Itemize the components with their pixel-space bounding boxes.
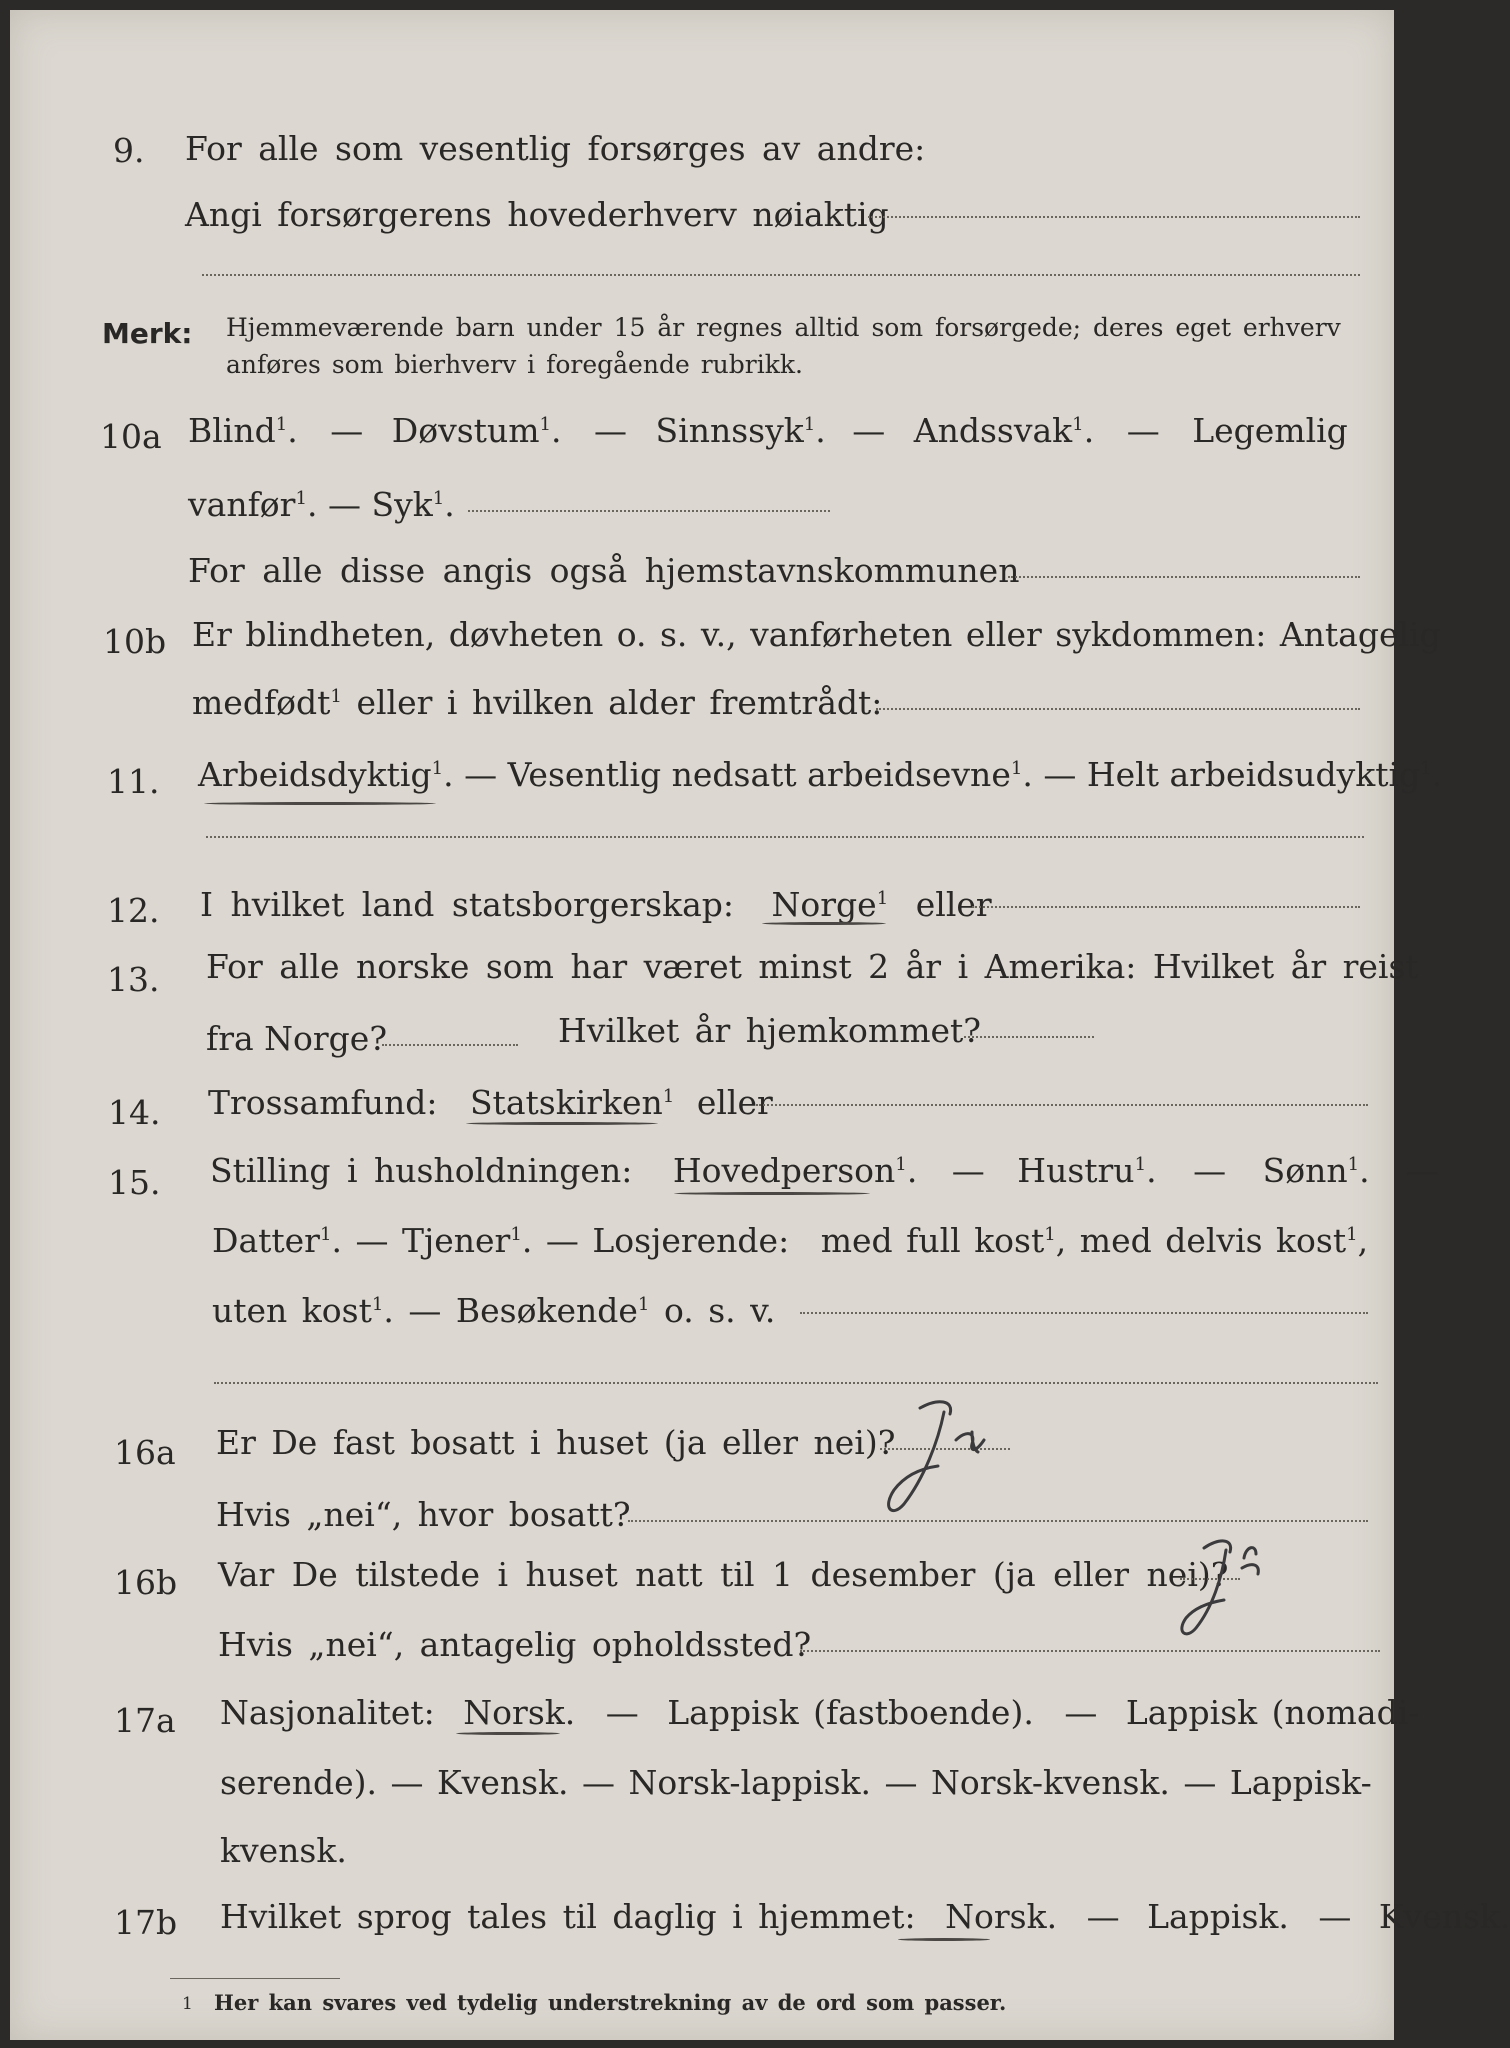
q17a-line1: Nasjonalitet: Norsk. — Lappisk (fastboende). — Lappisk (nomadi- [220,1693,1420,1732]
footnote-rule [170,1978,340,1979]
q9-line2: Angi forsørgerens hovederhverv nøiaktig [185,195,889,234]
q16b-opholdssted-line[interactable] [800,1650,1380,1652]
q11-underline-mark [204,802,436,805]
opt-medfodt[interactable]: medfødt [192,683,331,722]
opt-syk[interactable]: Syk [371,485,433,524]
q15-line2: Datter$^1$. — Tjener$^1$. — Losjerende: med full kost$^1$, med delvis kost$^1$, [212,1221,1369,1260]
q13-line2b: Hvilket år hjemkommet? [558,1011,981,1050]
opt-norsk-kvensk[interactable]: Norsk-kvensk. [931,1763,1170,1802]
q14-underline-mark [466,1122,658,1125]
q9-answer-line-2[interactable] [202,274,1360,276]
opt-hustru[interactable]: Hustru [1017,1151,1135,1190]
q15-number: 15. [108,1163,161,1202]
q17b-underline-mark [898,1938,990,1941]
q15-line3: uten kost$^1$. — Besøkende$^1$ o. s. v. [212,1291,776,1330]
opt-udyktig[interactable]: Helt arbeidsudyktig [1086,755,1421,794]
opt-kvensk-nasjonalitet[interactable]: Kvensk. [437,1763,569,1802]
q16a-handwritten-ja [860,1382,1010,1532]
opt-sonn[interactable]: Sønn [1262,1151,1348,1190]
opt-kvensk-sprog[interactable]: Kvensk. [1378,1897,1510,1936]
q12-number: 12. [107,891,160,930]
merk-line1: Hjemmeværende barn under 15 år regnes alltid som forsørgede; deres eget erhverv [226,313,1341,342]
q14-question: Trossamfund: Statskirken$^1$ eller [208,1083,773,1122]
opt-sinnssyk[interactable]: Sinnssyk [655,411,804,450]
q12-underline-mark [762,922,886,925]
q12-answer-line[interactable] [972,906,1360,908]
opt-uten-kost[interactable]: uten kost [212,1291,372,1330]
opt-lappisk-nomadi[interactable]: Lappisk (nomadi- [1125,1693,1420,1732]
q11-answer-line[interactable] [206,836,1364,838]
q11-options: Arbeidsdyktig$^1$. — Vesentlig nedsatt arbeidsevne$^1$. — Helt arbeidsudyktig$^1$. [198,755,1443,794]
opt-norsk-sprog[interactable]: Norsk. [945,1897,1058,1936]
q16a-line1: Er De fast bosatt i huset (ja eller nei)? [216,1423,896,1462]
q10b-number: 10b [103,622,167,661]
q10a-answer-line[interactable] [468,510,830,512]
merk-line2: anføres som bierhverv i foregående rubrikk. [226,350,803,379]
q14-number: 14. [108,1093,161,1132]
opt-blind[interactable]: Blind [188,411,276,450]
q10a-options-line1: Blind$^1$. — Døvstum$^1$. — Sinnssyk$^1$. — Andssvak$^1$. — Legemlig [188,411,1348,450]
opt-lappisk-fast[interactable]: Lappisk (fastboende). [667,1693,1034,1732]
q16b-number: 16b [114,1563,178,1602]
q17a-line2: serende). — Kvensk. — Norsk-lappisk. — Norsk-kvensk. — Lappisk- [220,1763,1372,1802]
q10a-options-line2: vanfør$^1$. — Syk$^1$. [188,485,455,524]
q11-number: 11. [107,762,160,801]
q16b-line1: Var De tilstede i huset natt til 1 desember (ja eller nei)? [218,1555,1229,1594]
q17b-number: 17b [114,1903,178,1942]
opt-vanfor[interactable]: vanfør [188,485,296,524]
q16b-line2: Hvis „nei“, antagelig opholdssted? [218,1625,812,1664]
opt-norge[interactable]: Norge [771,885,877,924]
q10b-line1: Er blindheten, døvheten o. s. v., vanførheten eller sykdommen: Antagelig [192,615,1441,654]
q13-number: 13. [107,960,160,999]
footnote-text: Her kan svares ved tydelig understrekning av de ord som passer. [214,1990,1007,2015]
opt-statskirken[interactable]: Statskirken [469,1083,663,1122]
opt-lappisk-sprog[interactable]: Lappisk. [1147,1897,1289,1936]
q15-line1: Stilling i husholdningen: Hovedperson$^1$. — Hustru$^1$. — Sønn$^1$. — [210,1151,1440,1190]
q13-hjemkommet-line[interactable] [964,1036,1094,1038]
q9-number: 9. [113,131,145,170]
q16a-number: 16a [114,1433,176,1472]
q10b-answer-line[interactable] [876,708,1360,710]
footnote-number: 1 [182,1994,193,2014]
opt-legemlig[interactable]: Legemlig [1192,411,1348,450]
q17a-number: 17a [114,1701,176,1740]
opt-norsk-lappisk[interactable]: Norsk-lappisk. [628,1763,872,1802]
opt-lappisk-kvensk[interactable]: Lappisk- [1229,1763,1372,1802]
q9-line1: For alle som vesentlig forsørges av andre: [185,129,926,168]
census-form-page [10,10,1510,2040]
q12-question: I hvilket land statsborgerskap: Norge$^1$ eller [200,885,992,924]
q15-answer-line-2[interactable] [214,1382,1378,1384]
opt-tjener[interactable]: Tjener [402,1221,511,1260]
q15-answer-line[interactable] [800,1312,1368,1314]
q15-underline-mark [674,1192,870,1195]
q17a-line3: kvensk. [220,1831,347,1870]
q16a-bosatt-line[interactable] [628,1520,1368,1522]
opt-norsk-nasjonalitet[interactable]: Norsk. [463,1693,576,1732]
opt-datter[interactable]: Datter [212,1221,320,1260]
q13-line1: For alle norske som har været minst 2 år i Amerika: Hvilket år reist [206,947,1419,986]
q17a-underline-mark [456,1732,560,1735]
merk-label: Merk: [102,317,193,350]
q10a-kommune-line[interactable] [1008,576,1360,578]
q13-reist-line[interactable] [382,1044,518,1046]
q13-line2a: fra Norge? [206,1019,388,1058]
opt-nedsatt[interactable]: Vesentlig nedsatt arbeidsevne [507,755,1011,794]
opt-besokende[interactable]: Besøkende [455,1291,638,1330]
opt-hovedperson[interactable]: Hovedperson [672,1151,896,1190]
q16a-line2: Hvis „nei“, hvor bosatt? [216,1495,631,1534]
opt-delvis-kost[interactable]: med delvis kost [1079,1221,1347,1260]
opt-dovstum[interactable]: Døvstum [391,411,540,450]
opt-full-kost[interactable]: med full kost [820,1221,1045,1260]
q17b-line: Hvilket sprog tales til daglig i hjemmet: Norsk. — Lappisk. — Kvensk. [220,1897,1510,1936]
q10a-line3: For alle disse angis også hjemstavnskommunen [188,551,1020,590]
q9-answer-line[interactable] [868,216,1360,218]
q10a-number: 10a [100,417,162,456]
q10b-line2: medfødt$^1$ eller i hvilken alder fremtrådt: [192,683,883,722]
q14-answer-line[interactable] [756,1104,1368,1106]
opt-arbeidsdyktig[interactable]: Arbeidsdyktig [198,755,432,794]
opt-andssvak[interactable]: Andssvak [913,411,1073,450]
